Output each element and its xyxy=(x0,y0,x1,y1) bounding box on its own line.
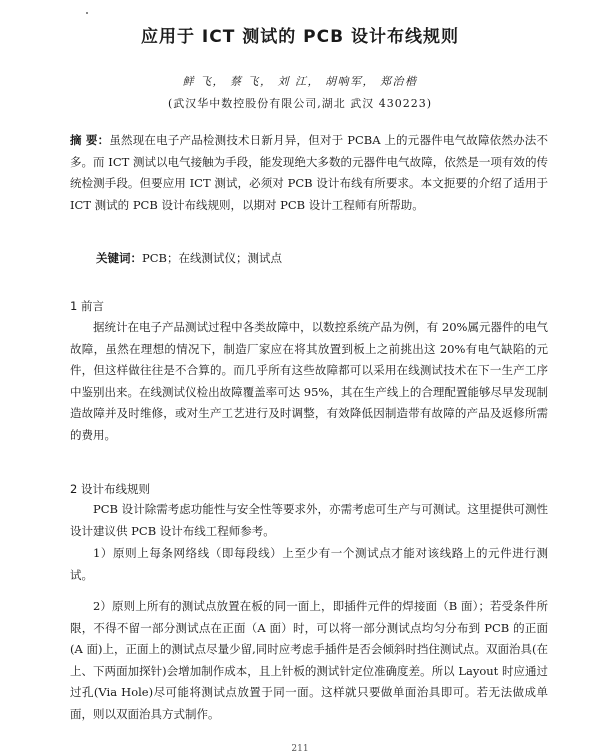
abstract-label: 摘 要： xyxy=(70,133,110,147)
page-number: 211 xyxy=(291,744,309,754)
rule-2: 2）原则上所有的测试点放置在板的同一面上，即插件元件的焊接面（B 面）；若受条件所限，不得不留一部分测试点在正面（A 面）时，可以将一部分测试点均匀分布到 PCB 的正面(A 面)上，正面上的测试点尽量少留,同时应考虑手插件是否会倾斜时挡住测试点。双面治具(在上、下两面加探针)会增加制作成本，且上针板的测试针定位准确度差。所以 Layout 时应通过过孔(Via Hole)尽可能将测试点放置于同一面。这样就只要做单面治具即可。若无法做成单面，则以双面治具方式制作。 xyxy=(70,599,548,721)
section-1-paragraph: 据统计在电子产品测试过程中各类故障中，以数控系统产品为例，有 20%属元器件的电气故障，虽然在理想的情况下，制造厂家应在将其放置到板上之前挑出这 20%有电气缺陷的元件，但这样做往往是不合算的。而几乎所有这些故障都可以采用在线测试技术在下一生产工序中鉴别出来。在线测试仪检出故障覆盖率可达 95%，其在生产线上的合理配置能够尽早发现制造故障并及时维修，或对生产工艺进行及时调整，有效降低因制造带有故障的产品及返修所需的费用。 xyxy=(70,320,548,442)
paper-title: 应用于 ICT 测试的 PCB 设计布线规则 xyxy=(141,27,459,47)
affiliation: (武汉华中数控股份有限公司,湖北 武汉 430223) xyxy=(167,97,433,110)
rule-1: 1）原则上每条网络线（即每段线）上至少有一个测试点才能对该线路上的元件进行测试。 xyxy=(70,546,548,582)
keywords-label: 关键词： xyxy=(96,251,142,265)
section-2-heading: 2 设计布线规则 xyxy=(70,482,150,496)
scan-speck xyxy=(86,12,88,14)
section-2-intro: PCB 设计除需考虑功能性与安全性等要求外，亦需考虑可生产与可测试。这里提供可测性设计建议供 PCB 设计布线工程师参考。 xyxy=(70,502,548,538)
keywords xyxy=(96,250,556,266)
abstract xyxy=(70,130,548,216)
abstract-text: 虽然现在电子产品检测技术日新月异，但对于 PCBA 上的元器件电气故障依然办法不多。而 ICT 测试以电气接触为手段，能发现绝大多数的元器件电气故障，依然是一项有效的传统检测手段。但要应用 ICT 测试，必须对 PCB 设计布线有所要求。本文扼要的介绍了适用于 ICT 测试的 PCB 设计布线规则，以期对 PCB 设计工程师有所帮助。 xyxy=(70,133,548,212)
keywords-text: PCB；在线测试仪；测试点 xyxy=(142,251,282,265)
author-list: 鲜 飞， 蔡 飞， 刘 江， 胡响军， 郑治楷 xyxy=(182,75,418,88)
section-1-heading: 1 前言 xyxy=(70,299,104,313)
